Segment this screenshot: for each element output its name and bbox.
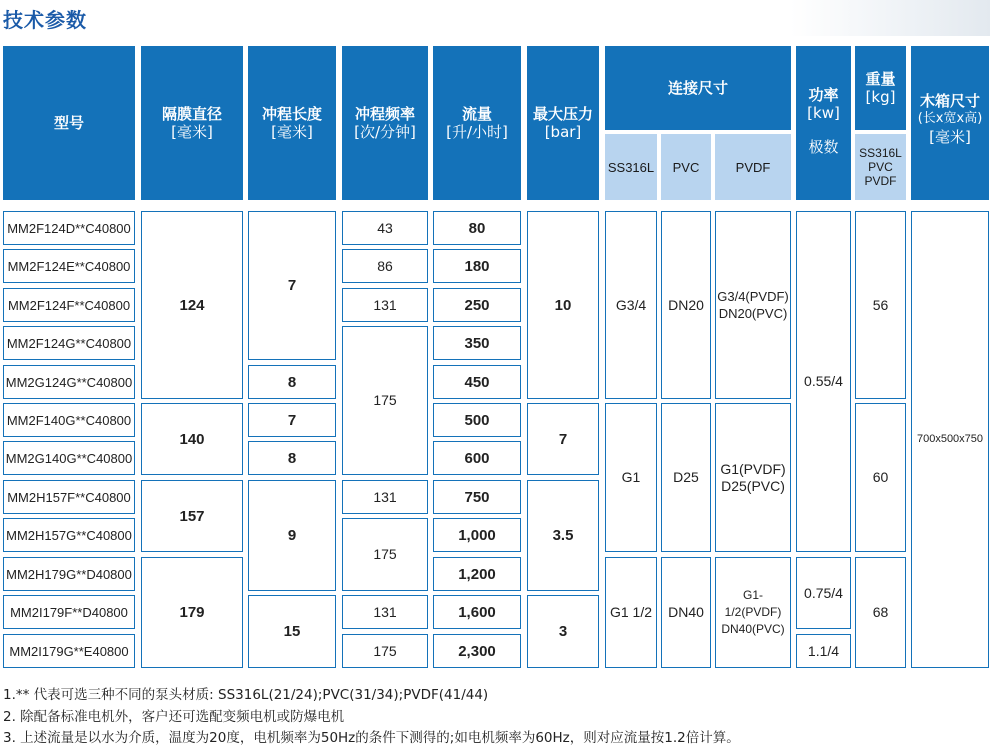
model-cell: MM2I179G**E40800 [3,634,135,668]
header-model [3,46,135,200]
header-flow [433,46,521,200]
conn-pvdf-line: G1(PVDF) [720,460,786,477]
conn-ss316l-cell: G1 [605,403,657,552]
pressure-cell: 10 [527,211,599,399]
weight-material-ss316l: SS316L [859,146,902,160]
conn-pvdf-line: DN20(PVC) [718,306,788,321]
conn-pvdf-line: G3/4(PVDF) [717,289,789,304]
diaphragm-cell: 124 [141,211,243,399]
model-cell: MM2H179G**D40800 [3,557,135,591]
header-stroke-length-label: 冲程长度 [261,105,322,123]
header-pressure [527,46,599,200]
stroke-cell: 7 [248,211,336,360]
power-cell: 1.1/4 [796,634,851,668]
model-cell: MM2F124E**C40800 [3,249,135,283]
weight-cell: 68 [855,557,906,668]
header-poles-label: 极数 [808,138,839,156]
conn-pvdf-line: DN40(PVC) [721,622,785,636]
weight-material-pvdf: PVDF [864,174,897,188]
header-stroke-length [248,46,336,200]
diaphragm-cell: 140 [141,403,243,475]
freq-cell: 131 [342,288,428,322]
subheader-pvdf: PVDF [715,134,791,200]
flow-cell: 600 [433,441,521,475]
model-cell: MM2I179F**D40800 [3,595,135,629]
header-flow-label: 流量 [461,105,492,123]
header-model-label: 型号 [53,114,84,132]
header-stroke-length-unit: [毫米] [271,123,313,141]
header-box [911,46,989,200]
conn-pvc-cell: DN20 [661,211,711,399]
stroke-cell: 15 [248,595,336,668]
conn-ss316l-cell: G3/4 [605,211,657,399]
stroke-cell: 7 [248,403,336,437]
header-flow-unit: [升/小时] [446,123,508,141]
pressure-cell: 3.5 [527,480,599,591]
weight-cell: 60 [855,403,906,552]
weight-material-pvc: PVC [868,160,893,174]
header-stroke-freq-unit: [次/分钟] [354,123,416,141]
freq-cell: 175 [342,326,428,475]
freq-cell: 131 [342,595,428,629]
freq-cell: 175 [342,518,428,591]
conn-pvdf-cell [715,211,791,399]
model-cell: MM2F124G**C40800 [3,326,135,360]
conn-pvdf-cell [715,403,791,552]
conn-pvdf-cell [715,557,791,668]
flow-cell: 450 [433,365,521,399]
header-decoration [790,0,990,36]
model-cell: MM2F124D**C40800 [3,211,135,245]
conn-pvdf-line: D25(PVC) [721,477,785,494]
flow-cell: 1,200 [433,557,521,591]
conn-ss316l-cell: G1 1/2 [605,557,657,668]
subheader-pvc: PVC [661,134,711,200]
freq-cell: 86 [342,249,428,283]
flow-cell: 750 [433,480,521,514]
header-weight [855,46,906,130]
header-diaphragm-unit: [毫米] [171,123,213,141]
header-connection [605,46,791,130]
header-power-unit: [kw] [807,104,840,122]
pressure-cell: 7 [527,403,599,475]
pressure-cell: 3 [527,595,599,668]
header-power [796,46,851,200]
footnote: 3. 上述流量是以水为介质，温度为20度，电机频率为50Hz的条件下测得的;如电机频率为60Hz，则对应流量按1.2倍计算。 [3,730,740,746]
flow-cell: 500 [433,403,521,437]
diaphragm-cell: 157 [141,480,243,552]
box-size-cell: 700x500x750 [911,211,989,668]
header-pressure-label: 最大压力 [532,105,593,123]
flow-cell: 350 [433,326,521,360]
flow-cell: 2,300 [433,634,521,668]
header-power-label: 功率 [808,86,839,104]
stroke-cell: 8 [248,441,336,475]
footnote: 2. 除配备标准电机外，客户还可选配变频电机或防爆电机 [3,709,345,725]
freq-cell: 131 [342,480,428,514]
header-weight-unit: [kg] [865,88,896,106]
freq-cell: 175 [342,634,428,668]
power-cell: 0.55/4 [796,211,851,552]
model-cell: MM2G140G**C40800 [3,441,135,475]
header-stroke-freq [342,46,428,200]
model-cell: MM2F140G**C40800 [3,403,135,437]
freq-cell: 43 [342,211,428,245]
header-connection-label: 连接尺寸 [667,79,728,97]
model-cell: MM2F124F**C40800 [3,288,135,322]
page-title: 技术参数 [3,8,87,32]
header-weight-label: 重量 [865,70,896,88]
model-cell: MM2H157G**C40800 [3,518,135,552]
stroke-cell: 9 [248,480,336,591]
flow-cell: 80 [433,211,521,245]
stroke-cell: 8 [248,365,336,399]
header-pressure-unit: [bar] [544,123,582,141]
header-box-dims: (长x宽x高) [917,111,983,126]
header-diaphragm-label: 隔膜直径 [161,105,222,123]
flow-cell: 250 [433,288,521,322]
power-cell: 0.75/4 [796,557,851,629]
model-cell: MM2H157F**C40800 [3,480,135,514]
conn-pvc-cell: D25 [661,403,711,552]
diaphragm-cell: 179 [141,557,243,668]
weight-cell: 56 [855,211,906,399]
footnote: 1.** 代表可选三种不同的泵头材质: SS316L(21/24);PVC(31/34);PVDF(41/44) [3,687,489,703]
header-diaphragm [141,46,243,200]
model-cell: MM2G124G**C40800 [3,365,135,399]
flow-cell: 180 [433,249,521,283]
header-box-unit: [毫米] [929,128,971,146]
header-stroke-freq-label: 冲程频率 [354,105,415,123]
flow-cell: 1,000 [433,518,521,552]
subheader-ss316l: SS316L [605,134,657,200]
header-box-label: 木箱尺寸 [919,92,980,110]
conn-pvc-cell: DN40 [661,557,711,668]
flow-cell: 1,600 [433,595,521,629]
subheader-weight-materials [855,134,906,200]
conn-pvdf-line: G1-1/2(PVDF) [724,588,782,619]
